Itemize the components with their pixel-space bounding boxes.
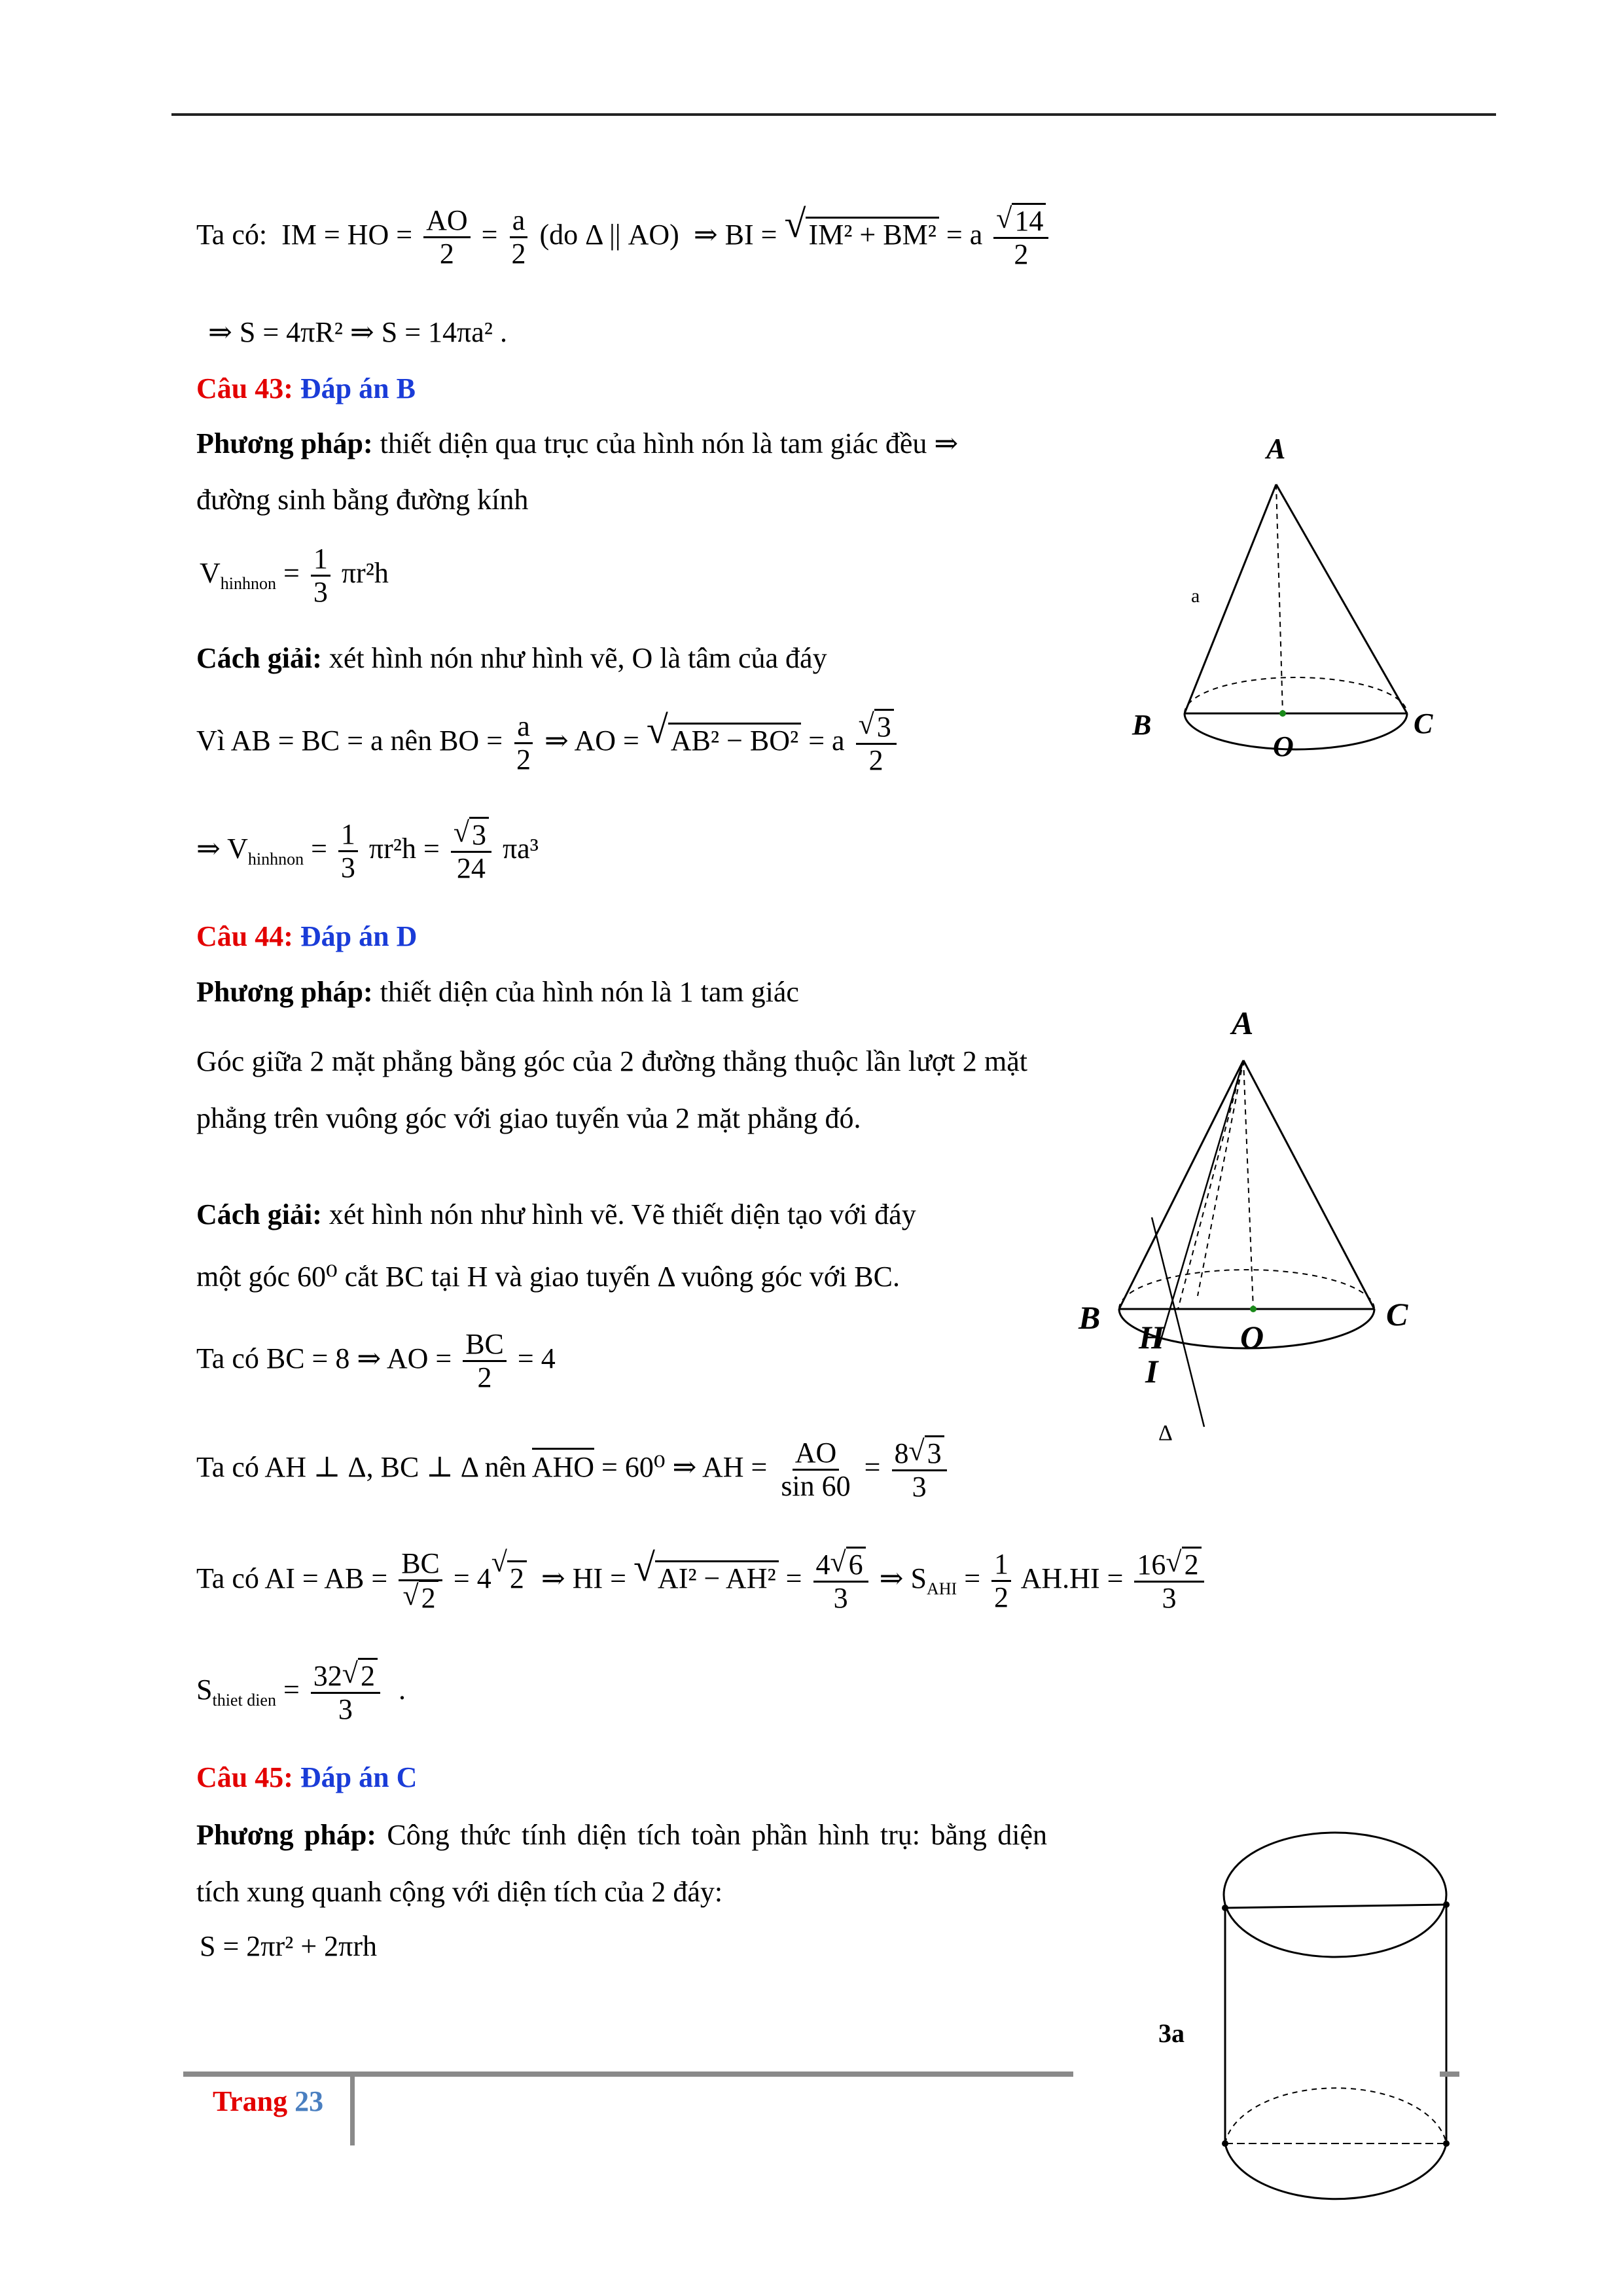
label-I: I <box>1145 1353 1158 1390</box>
numerator: 4 <box>815 1549 830 1581</box>
fraction: $\frac{√3}{24}$ <box>451 818 491 885</box>
label-A: A <box>1266 433 1286 465</box>
question-number: Câu 44: <box>196 920 293 952</box>
text: = a <box>946 218 983 251</box>
denominator: 2 <box>516 744 531 776</box>
label-3a: 3a <box>1158 2018 1185 2048</box>
footer-rule <box>183 2072 1073 2077</box>
text: Công thức tính diện tích toàn phần hình trụ: bằng diện tích xung quanh cộng với diện tích của 2 đáy: <box>196 1819 1047 1908</box>
fraction: $\frac{32√2}{3}$ <box>311 1659 380 1726</box>
numerator: 16 <box>1137 1549 1166 1581</box>
text: thiết diện của hình nón là 1 tam giác <box>380 976 799 1008</box>
denominator: sin 60 <box>781 1470 851 1503</box>
text: = <box>311 832 327 865</box>
fraction: $\frac{√3}{2}$ <box>856 710 897 777</box>
denominator: 2 <box>994 1581 1009 1614</box>
q43-volume-formula <box>200 543 389 609</box>
denominator: 2 <box>1014 238 1029 271</box>
radicand: 3 <box>925 1435 944 1469</box>
q43-pp <box>196 427 958 461</box>
label-B: B <box>1132 709 1152 741</box>
label: Phương pháp: <box>196 427 373 459</box>
label-C: C <box>1386 1296 1408 1333</box>
radicand: AB² − BO² <box>668 723 801 757</box>
fraction <box>514 711 533 776</box>
denominator: 2 <box>477 1361 492 1394</box>
q44-bc <box>196 1329 556 1394</box>
text: πr²h <box>368 832 416 865</box>
numerator: 1 <box>991 1549 1011 1582</box>
numerator: BC <box>463 1329 507 1362</box>
radicand: AI² − AH² <box>655 1560 779 1594</box>
label-a: a <box>1191 585 1200 607</box>
text: Ta có BC = 8 ⇒ AO = <box>196 1342 452 1374</box>
denominator: 3 <box>833 1582 848 1615</box>
radicand: 3 <box>469 817 489 851</box>
label-B: B <box>1079 1299 1101 1336</box>
text: = a <box>808 724 845 757</box>
text: = <box>785 1562 802 1594</box>
text: = 60⁰ ⇒ AH = <box>601 1450 768 1483</box>
text: = <box>481 218 498 251</box>
numerator: 1 <box>311 543 330 577</box>
q44-cg <box>196 1198 916 1232</box>
radicand: IM² + BM² <box>806 217 938 251</box>
line-im-ho: Ta có: IM = HO = $\frac{AO}{2}$ = $\frac{a}{2}$ (do Δ || AO) ⇒ BI = √IM² + BM² = a $\frac{√14}{2}$ <box>196 204 1052 271</box>
numerator: AO <box>793 1437 840 1471</box>
text: ⇒ BI = <box>693 218 777 251</box>
label-A: A <box>1232 1005 1254 1041</box>
q44-st <box>196 1659 406 1726</box>
radicand: 2 <box>1182 1547 1202 1581</box>
q43-pp2: đường sinh bằng đường kính <box>196 484 529 516</box>
denominator: 2 <box>439 238 454 270</box>
answer: Đáp án C <box>300 1761 418 1793</box>
label-H: H <box>1139 1319 1164 1355</box>
q43-line-vi: Vì AB = BC = a nên BO = $\frac{a}{2}$ ⇒ AO = √AB² − BO² = a $\frac{√3}{2}$ <box>196 710 901 777</box>
text: = <box>423 832 440 865</box>
text: = <box>283 1673 300 1706</box>
numerator: AO <box>423 205 471 238</box>
fraction <box>991 1549 1011 1614</box>
fraction <box>508 205 528 270</box>
label-delta: Δ <box>1158 1421 1173 1445</box>
q44-goc: Góc giữa 2 mặt phẳng bằng góc của 2 đường thẳng thuộc lần lượt 2 mặt phẳng trên vuông góc với giao tuyến vủa 2 mặt phẳng đó. <box>196 1045 1027 1134</box>
radicand: 3 <box>874 709 894 743</box>
q43-result <box>196 818 539 885</box>
text: Vì AB = BC = a nên BO = <box>196 724 503 757</box>
numerator: 1 <box>338 819 358 852</box>
footer-divider <box>350 2073 355 2145</box>
q45-heading <box>196 1761 417 1795</box>
label: Phương pháp: <box>196 976 373 1008</box>
figure-cylinder <box>1113 1806 1479 2291</box>
denominator: 3 <box>340 852 355 884</box>
text: xét hình nón như hình vẽ. Vẽ thiết diện tạo với đáy <box>329 1198 916 1230</box>
numerator: 32 <box>313 1660 342 1692</box>
text: = 4 <box>517 1342 556 1374</box>
text: πa³ <box>502 832 539 865</box>
radicand: 2 <box>419 1580 438 1614</box>
text: πr²h <box>341 556 389 589</box>
text: . <box>398 1673 406 1706</box>
numerator: a <box>510 205 528 238</box>
subscript: hinhnon <box>247 849 304 869</box>
line-s: ⇒ S = 4πR² ⇒ S = 14πa² . <box>208 316 507 348</box>
radicand: 14 <box>1012 203 1046 237</box>
label-O: O <box>1273 730 1294 762</box>
text: ⇒ HI = <box>541 1562 626 1594</box>
fraction: $\frac{√14}{2}$ <box>993 204 1048 271</box>
denominator: 3 <box>338 1693 353 1726</box>
denominator: 2 <box>511 238 526 270</box>
q44-ah <box>196 1437 951 1503</box>
text: Ta có AH ⊥ Δ, BC ⊥ Δ nên <box>196 1450 527 1483</box>
text: ⇒ V <box>196 832 248 865</box>
footer-page <box>213 2085 323 2119</box>
text: = <box>964 1562 981 1594</box>
subscript: thiet dien <box>212 1690 276 1710</box>
fraction <box>463 1329 507 1394</box>
denominator: 24 <box>456 852 486 885</box>
text: Ta có AI = AB = <box>196 1562 388 1594</box>
q43-heading <box>196 372 416 406</box>
figure-cone-1 <box>1126 425 1479 779</box>
radicand: 2 <box>507 1560 527 1594</box>
text: S <box>196 1673 213 1706</box>
denominator: 3 <box>912 1471 927 1503</box>
subscript: AHI <box>927 1579 957 1598</box>
header-rule <box>171 113 1496 116</box>
q44-ai: Ta có AI = AB = $\frac{BC}{√2}$ = 4√2 ⇒ HI = √AI² − AH² = $\frac{4√6}{3}$ ⇒ $S_{AHI}$ = $\frac{1}{2}$ AH.HI = $\frac{16√2}{3}$ <box>196 1548 1208 1615</box>
page-number: 23 <box>294 2085 324 2117</box>
denominator: 3 <box>1162 1582 1177 1615</box>
numerator: 8 <box>894 1437 909 1469</box>
label: Cách giải: <box>196 642 322 674</box>
answer: Đáp án D <box>300 920 418 952</box>
fraction: $\frac{16√2}{3}$ <box>1134 1548 1204 1615</box>
page-label: Trang <box>213 2085 288 2117</box>
figure-cone-2 <box>1073 982 1479 1460</box>
text: Ta có: <box>196 218 268 251</box>
radicand: 2 <box>358 1658 378 1692</box>
fraction <box>311 543 330 609</box>
q44-heading <box>196 920 417 954</box>
text: = <box>283 556 300 589</box>
question-number: Câu 45: <box>196 1761 293 1793</box>
angle: AHO <box>532 1448 594 1483</box>
text: xét hình nón như hình vẽ, O là tâm của đáy <box>329 642 827 674</box>
denominator: 2 <box>868 744 883 777</box>
q45-formula: S = 2πr² + 2πrh <box>200 1930 378 1962</box>
numerator: BC <box>399 1548 442 1581</box>
numerator: a <box>514 711 533 744</box>
text: IM = HO = <box>281 218 413 251</box>
text: ⇒ AO = <box>544 724 639 757</box>
q44-cg2: một góc 60⁰ cắt BC tại H và giao tuyến Δ vuông góc với BC. <box>196 1261 900 1293</box>
footer-rule-right <box>1440 2072 1459 2077</box>
q44-pp <box>196 975 799 1010</box>
q43-cg <box>196 641 827 676</box>
fraction: $\frac{4√6}{3}$ <box>813 1548 868 1615</box>
q45-pp <box>196 1806 1047 1920</box>
text: do Δ || AO <box>549 218 670 251</box>
label-O: O <box>1240 1319 1264 1355</box>
text: V <box>200 556 221 589</box>
fraction: $\frac{8√3}{3}$ <box>892 1437 947 1503</box>
fraction <box>338 819 358 884</box>
text: = 4 <box>453 1562 491 1594</box>
label: Phương pháp: <box>196 1819 377 1851</box>
label-C: C <box>1414 708 1433 740</box>
fraction: $\frac{BC}{√2}$ <box>399 1548 442 1615</box>
radicand: 6 <box>846 1547 866 1581</box>
fraction <box>778 1437 853 1503</box>
text: AH.HI = <box>1020 1562 1124 1594</box>
fraction <box>423 205 471 270</box>
subscript: hinhnon <box>220 573 277 593</box>
text: ⇒ S <box>879 1562 927 1594</box>
answer: Đáp án B <box>300 372 416 404</box>
label: Cách giải: <box>196 1198 322 1230</box>
text: = <box>864 1450 881 1483</box>
question-number: Câu 43: <box>196 372 293 404</box>
text: thiết diện qua trục của hình nón là tam giác đều ⇒ <box>380 427 959 459</box>
denominator: 3 <box>313 576 328 609</box>
